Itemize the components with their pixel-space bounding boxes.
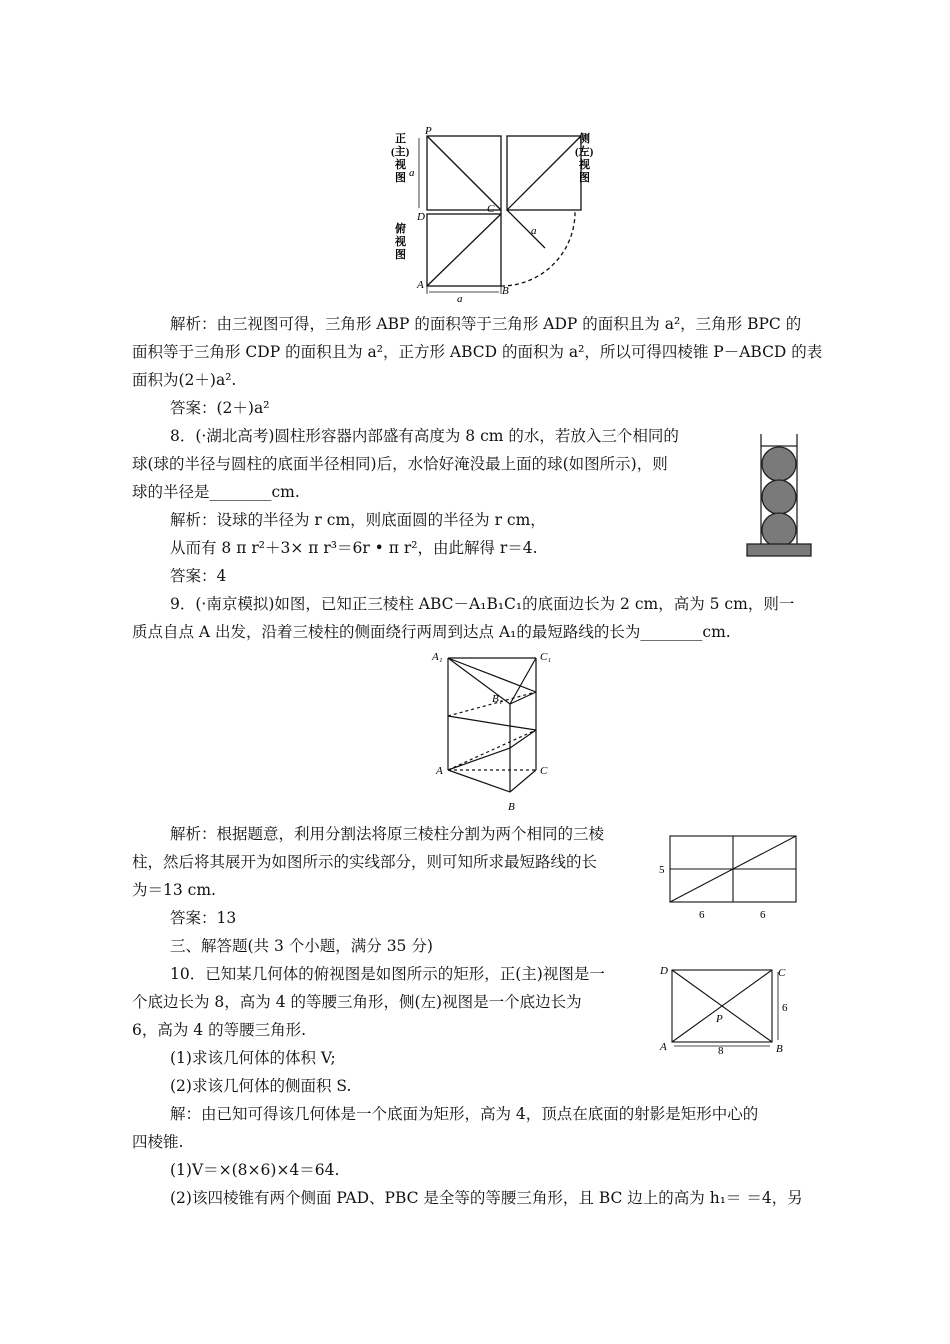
q9-solution-line3: 为＝13 cm. [132, 881, 216, 899]
q8-line3: 球的半径是________cm. [132, 483, 300, 501]
unfold-width-label-1: 6 [699, 909, 705, 921]
q9-line1: 9．(·南京模拟)如图，已知正三棱柱 ABC－A₁B₁C₁的底面边长为 2 cm，高为 5 cm，则一 [170, 595, 795, 613]
label-P: P [425, 125, 432, 137]
label-B: B [502, 285, 509, 297]
top-view-label: 俯视图 [395, 223, 406, 261]
label-P: P [716, 1013, 723, 1025]
q8-solution-line1: 解析：设球的半径为 r cm，则底面圆的半径为 r cm， [170, 511, 546, 529]
unfold-height-label: 5 [659, 864, 665, 876]
label-C1: C₁ [540, 651, 552, 663]
front-view-label: 正(主)视图 [391, 133, 410, 184]
label-a-bottom: a [457, 293, 463, 305]
q10-rectangle-figure [656, 962, 801, 1056]
q9-solution-line2: 柱，然后将其展开为如图所示的实线部分，则可知所求最短路线的长 [132, 853, 598, 871]
label-D: D [660, 965, 668, 977]
q10-line3: 6，高为 4 的等腰三角形. [132, 1021, 307, 1039]
q7-solution-line1: 解析：由三视图可得，三角形 ABP 的面积等于三角形 ADP 的面积且为 a²，三角形 BPC 的 [170, 315, 802, 333]
q8-line1: 8．(·湖北高考)圆柱形容器内部盛有高度为 8 cm 的水，若放入三个相同的 [170, 427, 679, 445]
label-B1: B₁ [492, 693, 503, 705]
q10-solution-line1: 解：由已知可得该几何体是一个底面为矩形，高为 4，顶点在底面的射影是矩形中心的 [170, 1105, 759, 1123]
three-view-figure [385, 125, 615, 305]
q10-line1: 10．已知某几何体的俯视图是如图所示的矩形，正(主)视图是一 [170, 965, 605, 983]
length-label: 8 [718, 1045, 724, 1057]
q7-answer: 答案：(2＋)a² [170, 399, 270, 417]
side-view-label: 侧(左)视图 [575, 133, 594, 184]
q8-answer: 答案：4 [170, 567, 227, 585]
unfold-figure [656, 832, 801, 922]
label-B: B [508, 801, 515, 813]
width-label: 6 [782, 1002, 788, 1014]
q10-line2: 个底边长为 8，高为 4 的等腰三角形，侧(左)视图是一个底边长为 [132, 993, 582, 1011]
q10-solution-part1: (1)V＝×(8×6)×4＝64. [170, 1161, 340, 1179]
label-C: C [487, 203, 495, 215]
q10-solution-line2: 四棱锥. [132, 1133, 184, 1151]
section3-heading: 三、解答题(共 3 个小题，满分 35 分) [170, 937, 433, 955]
label-A1: A₁ [432, 651, 443, 663]
prism-figure [428, 646, 558, 818]
cylinder-balls-figure [745, 432, 813, 560]
label-B: B [776, 1043, 783, 1055]
label-A: A [417, 279, 424, 291]
label-A: A [436, 765, 443, 777]
q7-solution-line3: 面积为(2＋)a². [132, 371, 237, 389]
q9-answer: 答案：13 [170, 909, 237, 927]
label-D: D [417, 211, 425, 223]
label-a-diag: a [531, 225, 537, 237]
q10-solution-part2: (2)该四棱锥有两个侧面 PAD、PBC 是全等的等腰三角形，且 BC 边上的高为 h₁＝ ＝4，另 [170, 1189, 803, 1207]
label-A: A [660, 1041, 667, 1053]
unfold-width-label-2: 6 [760, 909, 766, 921]
q8-solution-line2: 从而有 8 π r²＋3× π r³＝6r • π r²，由此解得 r＝4. [170, 539, 538, 557]
label-C: C [778, 967, 786, 979]
q10-part1: (1)求该几何体的体积 V; [170, 1049, 336, 1067]
label-a-front: a [409, 167, 415, 179]
q7-solution-line2: 面积等于三角形 CDP 的面积且为 a²，正方形 ABCD 的面积为 a²，所以可得四棱锥 P－ABCD 的表 [132, 343, 823, 361]
q9-solution-line1: 解析：根据题意，利用分割法将原三棱柱分割为两个相同的三棱 [170, 825, 605, 843]
q9-line2: 质点自点 A 出发，沿着三棱柱的侧面绕行两周到达点 A₁的最短路线的长为________cm. [132, 623, 731, 641]
label-C: C [540, 765, 548, 777]
q8-line2: 球(球的半径与圆柱的底面半径相同)后，水恰好淹没最上面的球(如图所示)，则 [132, 455, 668, 473]
q10-part2: (2)求该几何体的侧面积 S. [170, 1077, 352, 1095]
